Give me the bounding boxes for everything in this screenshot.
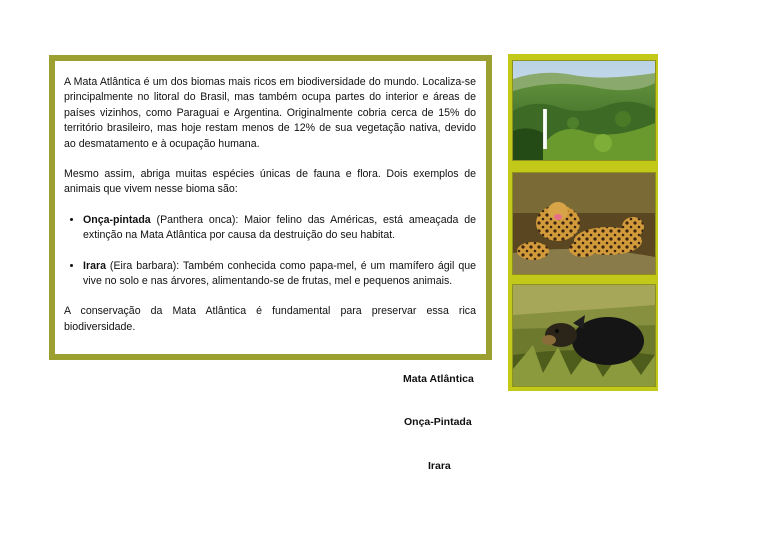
jaguar-image	[512, 172, 656, 275]
photo-strip	[508, 54, 658, 391]
conclusion-paragraph: A conservação da Mata Atlântica é fundamental para preservar essa rica biodiversidade.	[64, 305, 476, 333]
animal-list	[64, 213, 476, 290]
text-content	[64, 75, 476, 350]
animal-name: Onça-pintada	[83, 213, 151, 226]
animal-description: (Eira barbara): Também conhecida como papa-mel, é um mamífero ágil que vive no solo e nas árvores, alimentando-se de frutas, mel e pequenos animais.	[83, 259, 476, 288]
animal-name: Irara	[83, 259, 106, 272]
caption-irara: Irara	[428, 460, 451, 472]
text-box	[49, 55, 492, 360]
intro-paragraph: A Mata Atlântica é um dos biomas mais ricos em biodiversidade do mundo. Localiza-se principalmente no litoral do Brasil, mas também ocupa partes do interior e áreas de países vizinhos, como Paraguai e Argentina. Originalmente cobria cerca de 15% do território brasileiro, mas hoje restam menos de 12% de sua vegetação nativa, devido ao desmatamento e à ocupação humana.	[64, 76, 476, 150]
list-item-jaguar	[83, 213, 476, 244]
forest-waterfall-image	[512, 60, 656, 161]
caption-mata-atlantica: Mata Atlântica	[403, 373, 474, 385]
caption-onca-pintada: Onça-Pintada	[404, 416, 472, 428]
fauna-intro-paragraph: Mesmo assim, abriga muitas espécies únicas de fauna e flora. Dois exemplos de animais que vivem nesse bioma são:	[64, 168, 476, 196]
animal-description: (Panthera onca): Maior felino das Américas, está ameaçada de extinção na Mata Atlântica por causa da destruição do seu habitat.	[83, 213, 476, 242]
list-item-tayra	[83, 259, 476, 290]
tayra-image	[512, 284, 656, 387]
